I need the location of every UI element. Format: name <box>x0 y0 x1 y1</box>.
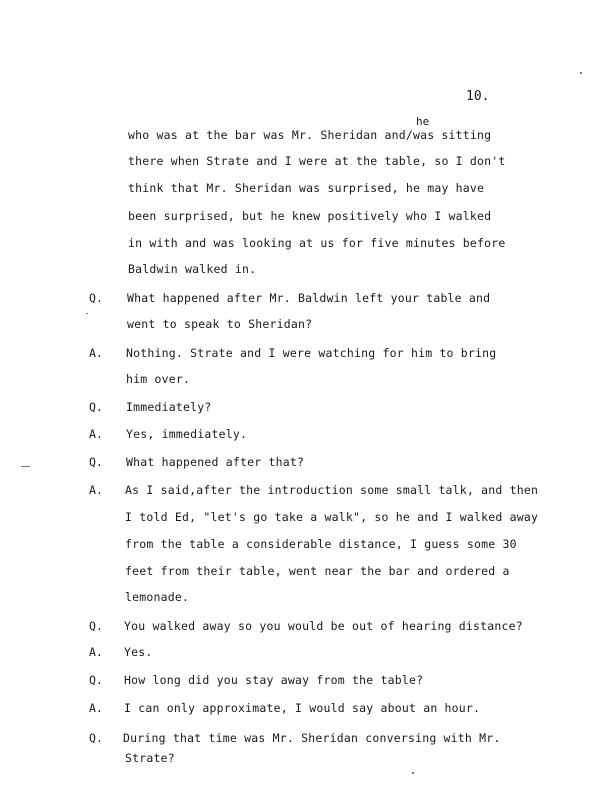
scan-speck <box>580 72 582 74</box>
testimony-line: Strate? <box>125 751 175 765</box>
testimony-line: lemonade. <box>125 590 190 604</box>
scan-speck <box>412 772 414 774</box>
continuation-line: there when Strate and I were at the table, so I don't <box>128 154 506 168</box>
continuation-line: Baldwin walked in. <box>128 262 257 276</box>
continuation-line: think that Mr. Sheridan was surprised, he may have <box>128 181 485 195</box>
testimony-line: him over. <box>126 372 191 386</box>
testimony-line: How long did you stay away from the table? <box>124 673 424 687</box>
testimony-line: As I said,after the introduction some small talk, and then <box>125 483 539 497</box>
speaker-label: A. <box>89 346 103 360</box>
speaker-label: A. <box>89 701 103 715</box>
testimony-line: Yes. <box>124 645 153 659</box>
continuation-line: in with and was looking at us for five minutes before <box>128 236 506 250</box>
speaker-label: Q. <box>89 455 103 469</box>
testimony-line: feet from their table, went near the bar and ordered a <box>125 564 510 578</box>
speaker-label: Q. <box>89 731 103 745</box>
speaker-label: A. <box>89 645 103 659</box>
speaker-label: Q. <box>89 400 103 414</box>
testimony-line: What happened after that? <box>126 455 305 469</box>
testimony-line: During that time was Mr. Sheridan conversing with Mr. <box>123 731 501 745</box>
testimony-line: I told Ed, "let's go take a walk", so he and I walked away <box>125 510 539 524</box>
handwritten-interlineation: he <box>416 115 430 128</box>
testimony-line: What happened after Mr. Baldwin left your table and <box>127 291 491 305</box>
speaker-label: Q. <box>89 619 103 633</box>
testimony-line: Immediately? <box>126 400 212 414</box>
speaker-label: A. <box>89 483 103 497</box>
testimony-line: Nothing. Strate and I were watching for him to bring <box>126 346 497 360</box>
continuation-line: who was at the bar was Mr. Sheridan and/was sitting <box>128 128 492 142</box>
speaker-label: A. <box>89 427 103 441</box>
speaker-label: Q. <box>89 673 103 687</box>
scan-speck <box>21 466 30 467</box>
testimony-line: Yes, immediately. <box>126 427 248 441</box>
page-number: 10. <box>466 89 490 104</box>
continuation-line: been surprised, but he knew positively who I walked <box>128 209 492 223</box>
speaker-label: Q. <box>89 291 103 305</box>
testimony-line: went to speak to Sheridan? <box>127 317 313 331</box>
testimony-line: I can only approximate, I would say about an hour. <box>124 701 481 715</box>
testimony-line: from the table a considerable distance, I guess some 30 <box>125 537 517 551</box>
testimony-line: You walked away so you would be out of hearing distance? <box>124 619 523 633</box>
scan-speck <box>86 313 88 314</box>
